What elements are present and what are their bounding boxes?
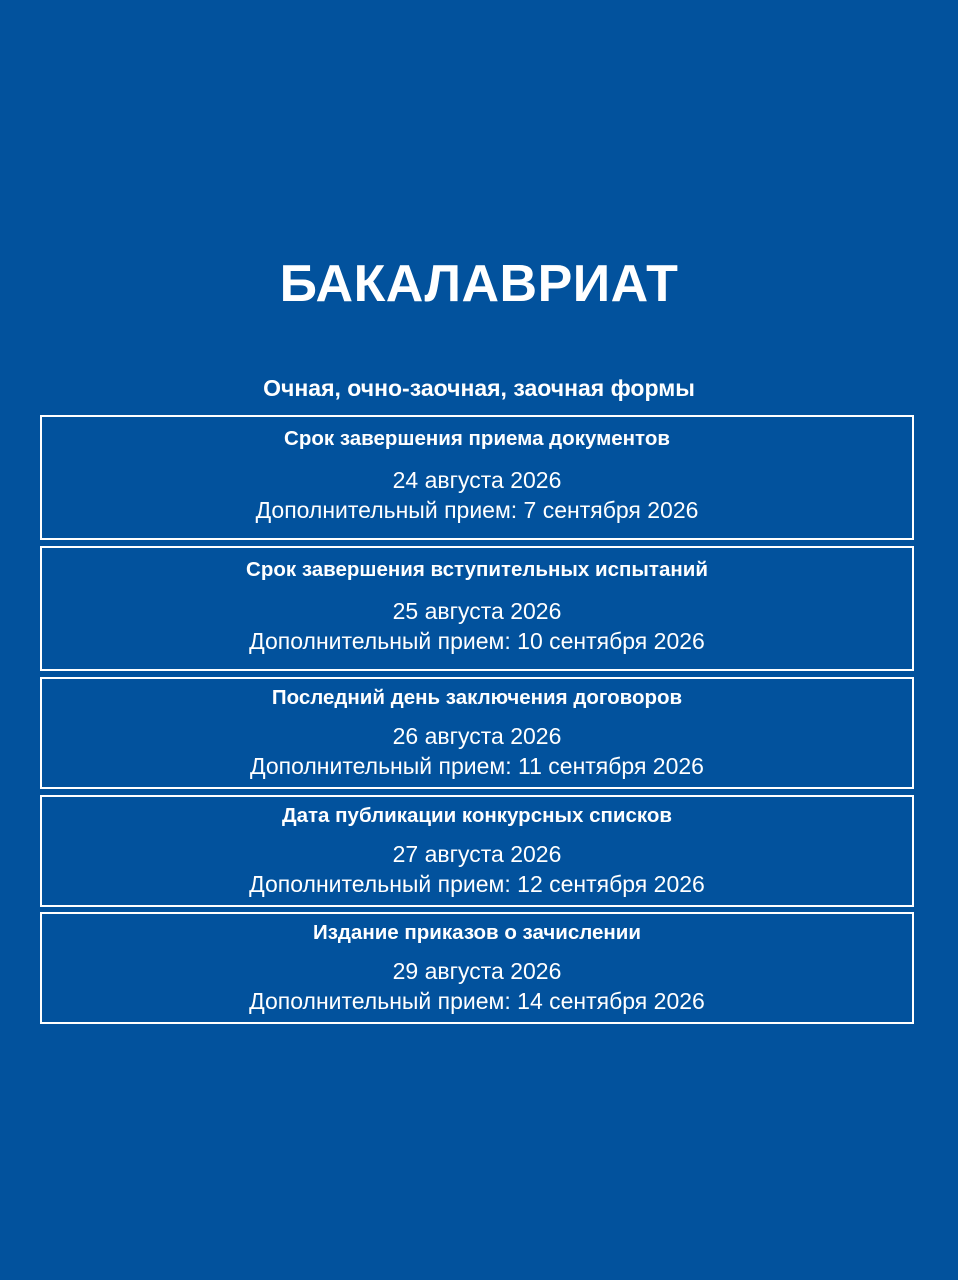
card-date: 26 августа 2026 [392,723,562,749]
card-date: 25 августа 2026 [392,598,562,624]
page-title: БАКАЛАВРИАТ [279,255,679,313]
card-date: 27 августа 2026 [392,841,562,867]
deadline-card-enrollment [40,912,914,1024]
card-additional-date: Дополнительный прием: 12 сентября 2026 [249,871,705,897]
deadline-card-lists [40,795,914,907]
card-heading: Срок завершения приема документов [284,427,670,450]
card-heading: Последний день заключения договоров [271,686,683,709]
card-additional-date: Дополнительный прием: 10 сентября 2026 [249,628,705,654]
deadline-card-documents [40,415,914,540]
card-heading: Дата публикации конкурсных списков [282,804,672,827]
card-additional-date: Дополнительный прием: 14 сентября 2026 [249,988,705,1014]
card-heading: Издание приказов о зачислении [312,921,641,944]
card-additional-date: Дополнительный прием: 7 сентября 2026 [255,497,699,523]
card-heading: Срок завершения вступительных испытаний [246,558,708,581]
card-additional-date: Дополнительный прием: 11 сентября 2026 [250,753,704,779]
card-date: 24 августа 2026 [392,467,562,493]
deadline-card-exams [40,546,914,671]
card-date: 29 августа 2026 [392,958,562,984]
deadline-card-contracts [40,677,914,789]
study-forms-subtitle: Очная, очно-заочная, заочная формы [263,375,695,401]
